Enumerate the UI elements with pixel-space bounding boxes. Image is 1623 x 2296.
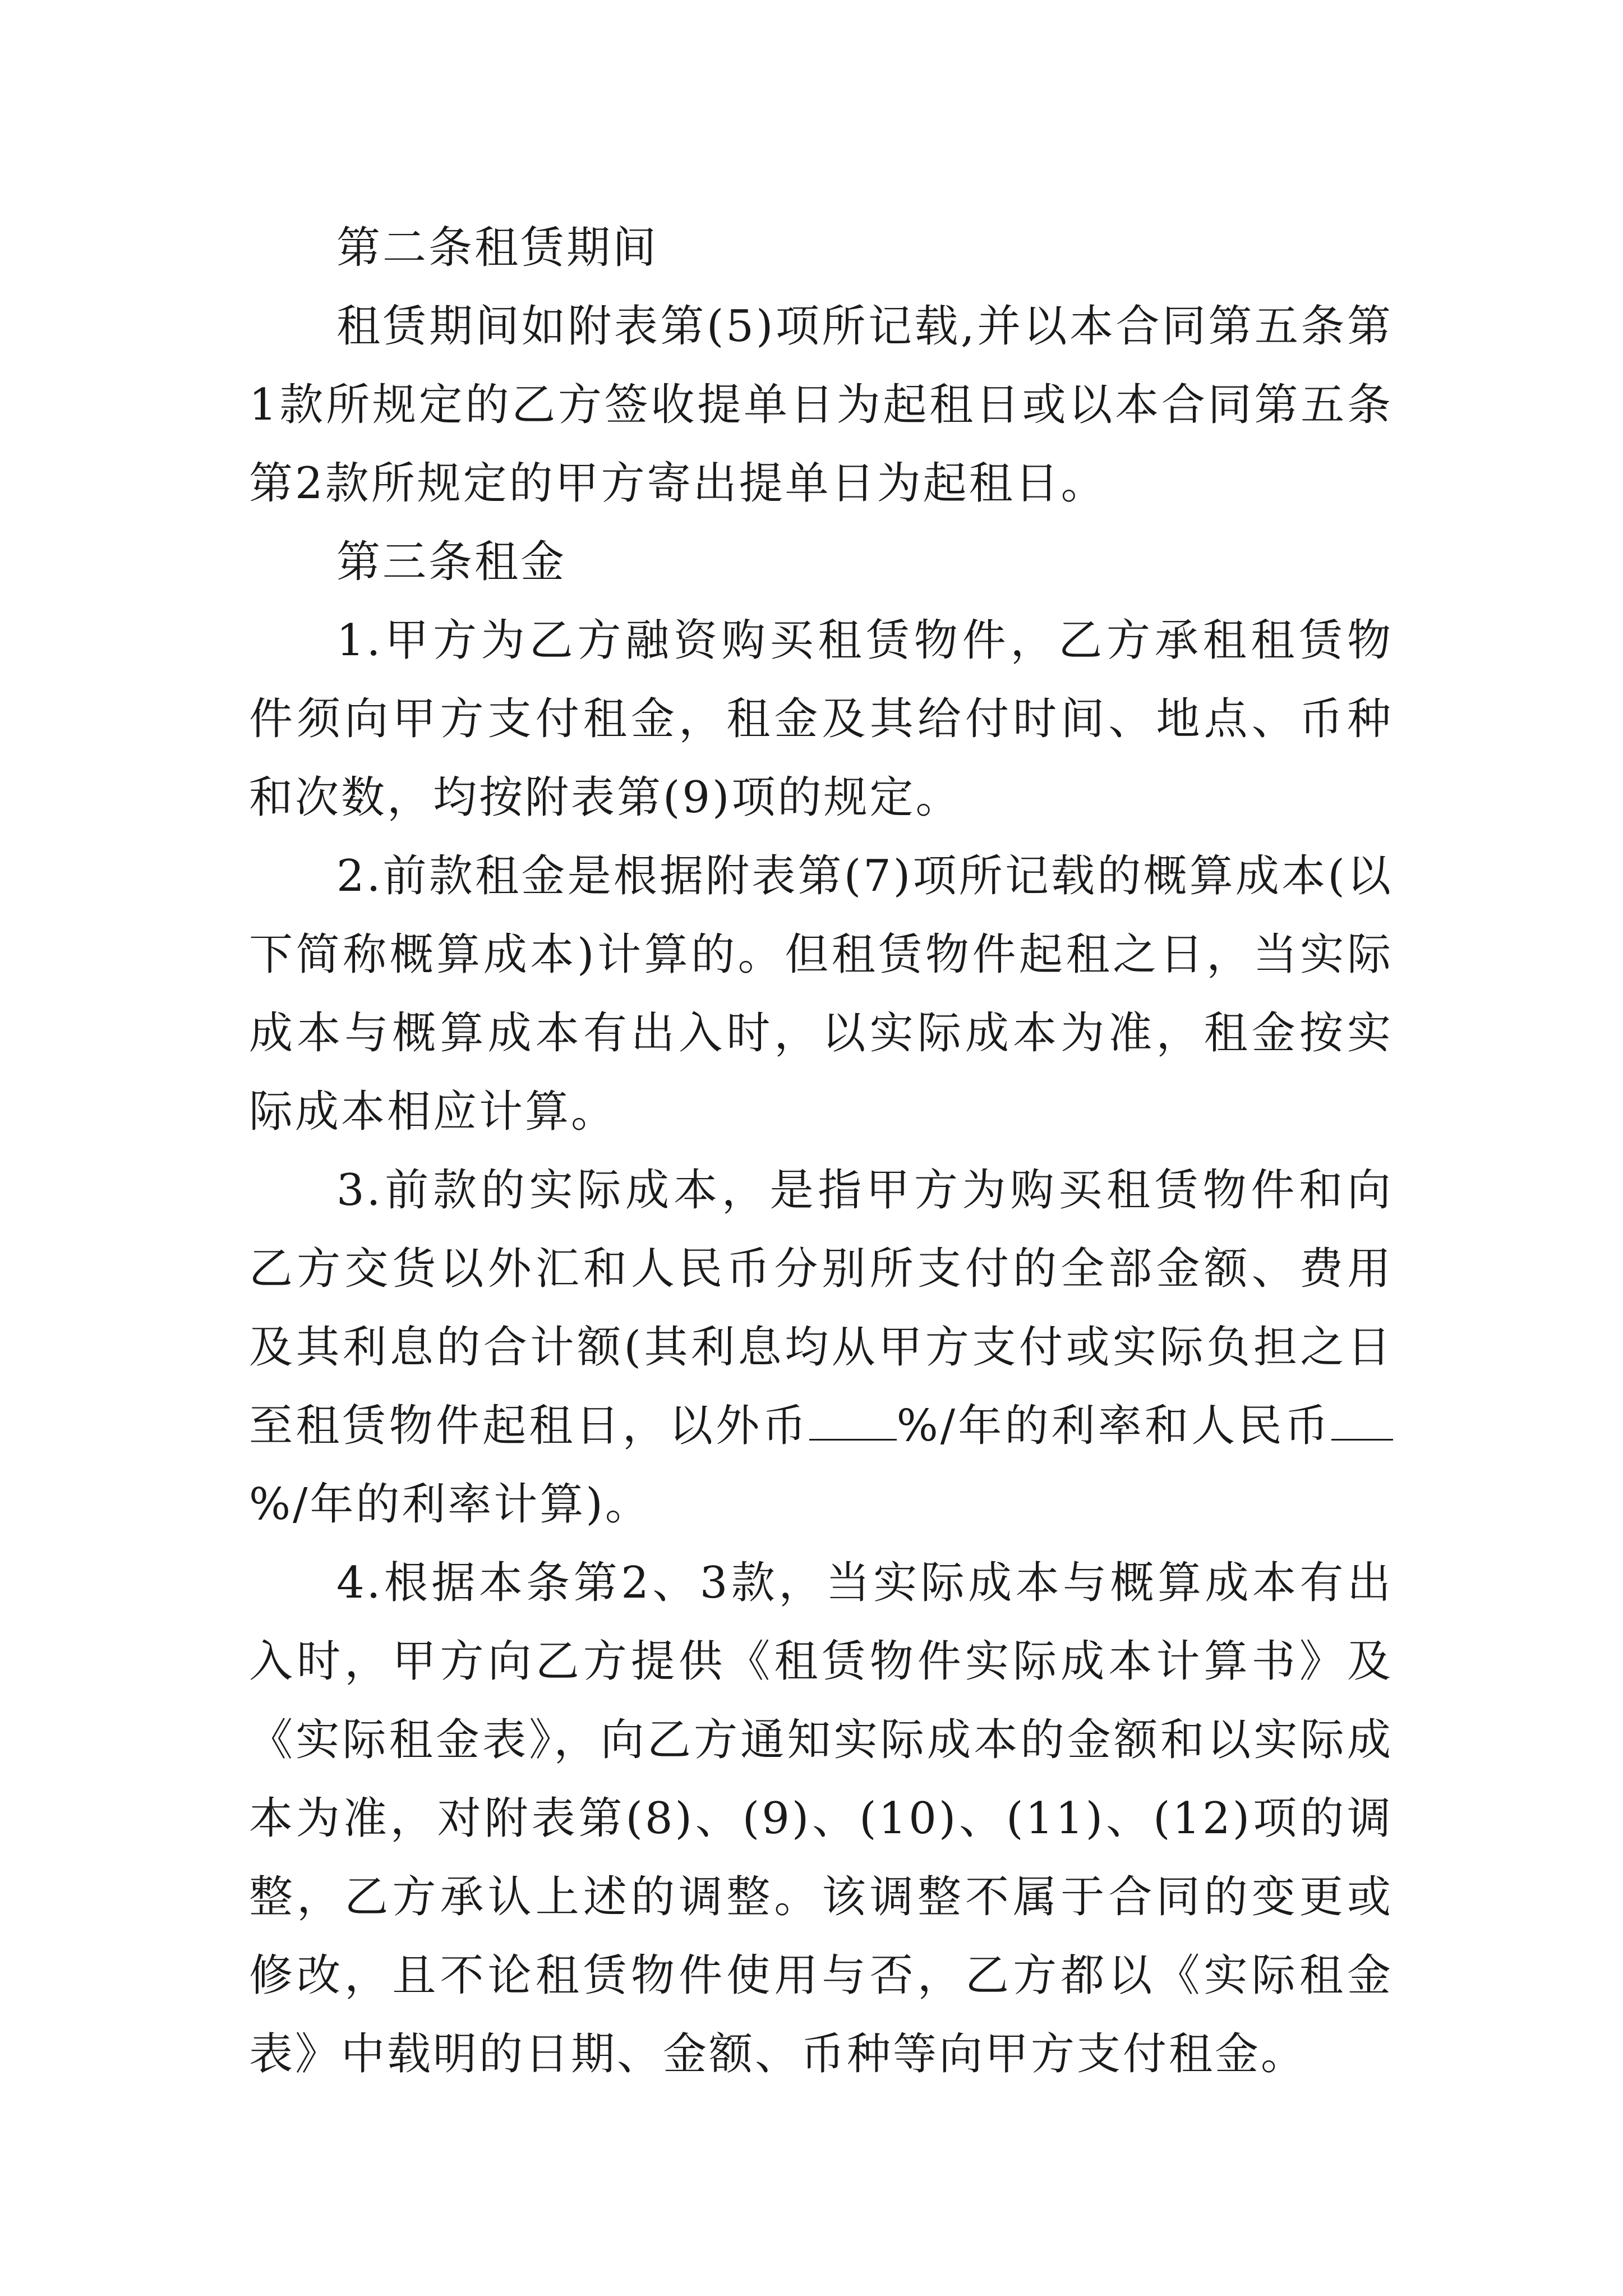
article-2-heading: 第二条租赁期间 [336, 223, 659, 273]
clause-3-text-part-2: %/年的利率和人民币 [896, 1401, 1331, 1451]
article-3-heading: 第三条租金 [336, 537, 567, 587]
foreign-rate-blank [809, 1405, 897, 1441]
clause-3-text-part-3: %/年的利率计算)。 [249, 1479, 651, 1530]
article-3-clause-2: 2.前款租金是根据附表第(7)项所记载的概算成本(以下简称概算成本)计算的。但租赁物件起租之日，当实际成本与概算成本有出入时，以实际成本为准，租金按实际成本相应计算。 [249, 851, 1393, 1137]
article-3-clause-4: 4.根据本条第2、3款，当实际成本与概算成本有出入时，甲方向乙方提供《租赁物件实际成本计算书》及《实际租金表》，向乙方通知实际成本的金额和以实际成本为准，对附表第(8)、(9)、(10)、(11)、(12)项的调整，乙方承认上述的调整。该调整不属于合同的变更或修改，且不论租赁物件使用与否，乙方都以《实际租金表》中载明的日期、金额、币种等向甲方支付租金。 [249, 1558, 1393, 2079]
document-body [249, 209, 1393, 2093]
clause-3-text-part-1: 3.前款的实际成本，是指甲方为购买租赁物件和向乙方交货以外汇和人民币分别所支付的全部金额、费用及其利息的合计额(其利息均从甲方支付或实际负担之日至租赁物件起租日，以外币 [249, 1165, 1393, 1451]
article-3-clause-3 [249, 1151, 1393, 1544]
rmb-rate-blank [1331, 1405, 1393, 1441]
article-3-clause-1: 1.甲方为乙方融资购买租赁物件，乙方承租租赁物件须向甲方支付租金，租金及其给付时间、地点、币种和次数，均按附表第(9)项的规定。 [249, 615, 1393, 823]
article-2-paragraph: 租赁期间如附表第(5)项所记载,并以本合同第五条第1款所规定的乙方签收提单日为起租日或以本合同第五条第2款所规定的甲方寄出提单日为起租日。 [249, 301, 1393, 509]
